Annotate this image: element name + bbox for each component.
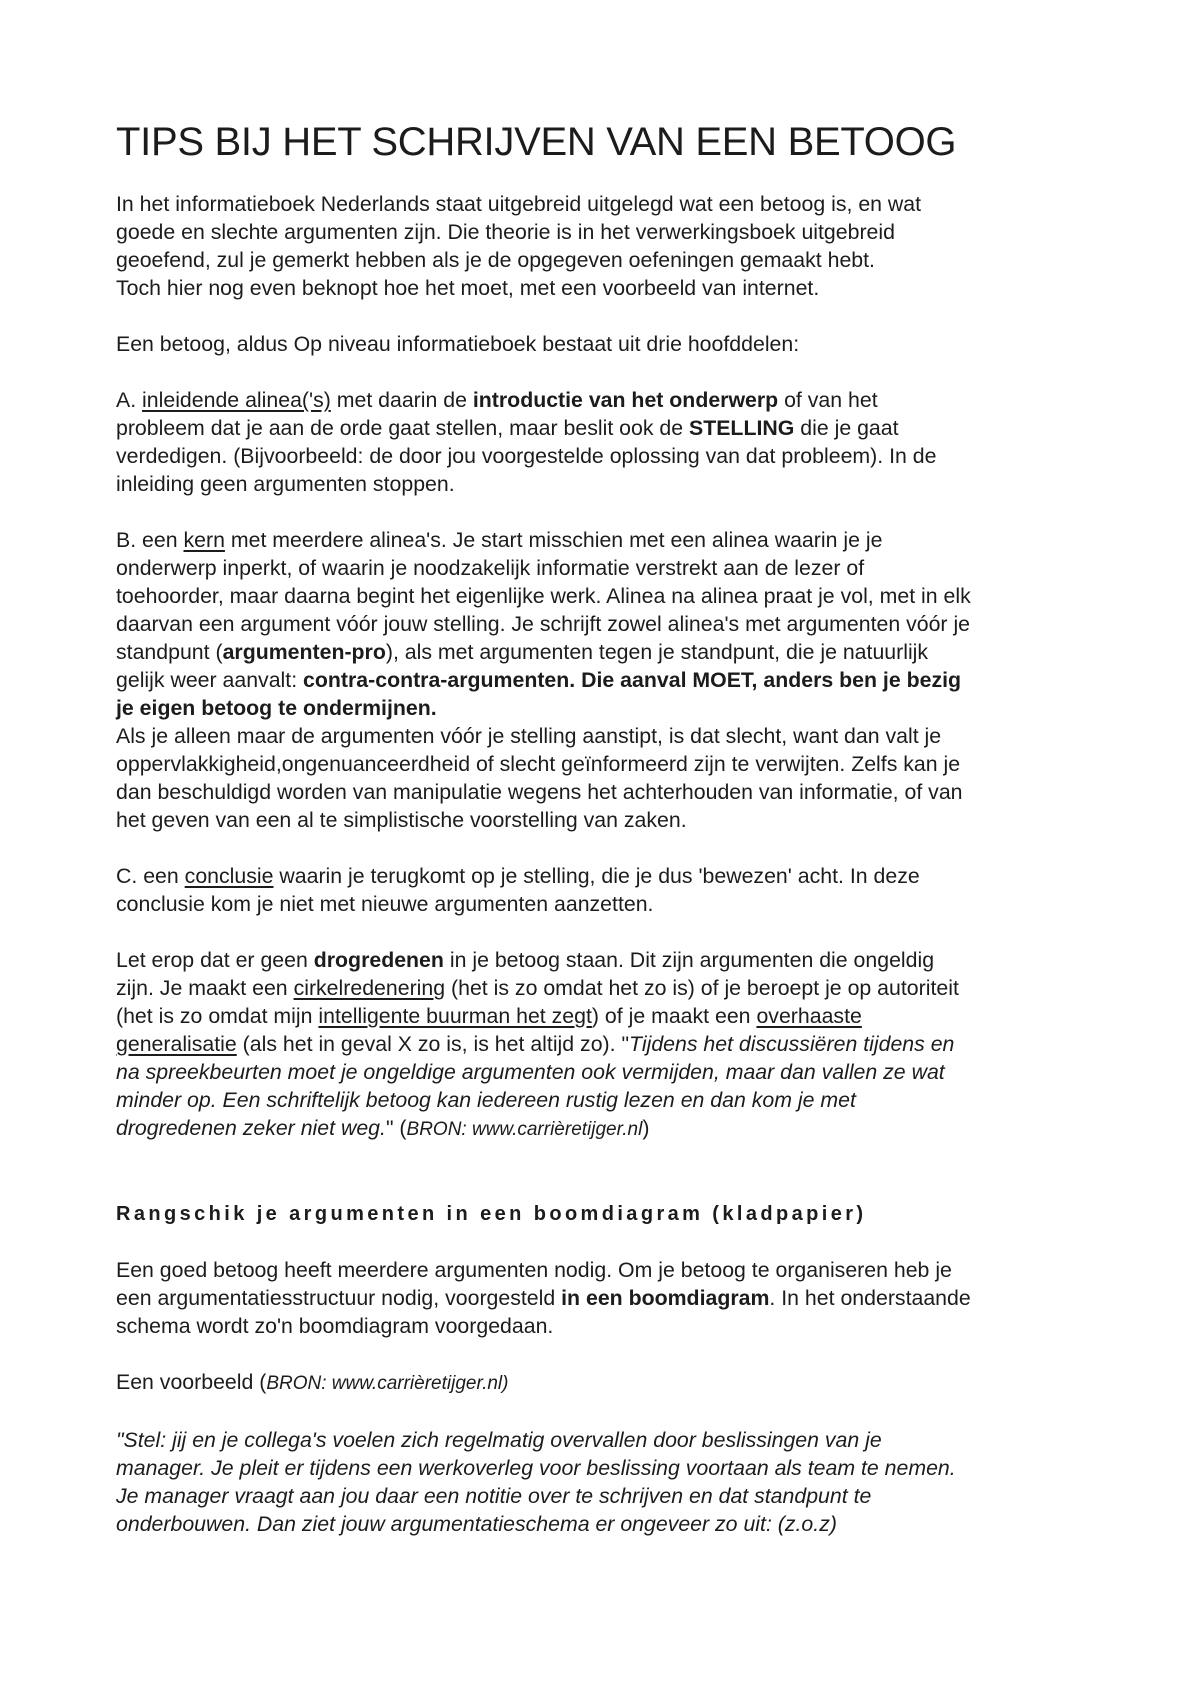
term-underlined: intelligente buurman het zegt bbox=[318, 1004, 592, 1028]
source-citation: BRON: www.carrièretijger.nl bbox=[406, 1119, 643, 1140]
text-line: C. een conclusie waarin je terugkomt op je stelling, die je dus 'bewezen' acht. In deze bbox=[116, 864, 920, 888]
fallacies-paragraph bbox=[116, 946, 1100, 1144]
text-line: Let erop dat er geen drogredenen in je betoog staan. Dit zijn argumenten die ongeldig bbox=[116, 948, 935, 972]
text-line: oppervlakkigheid,ongenuanceerdheid of slecht geïnformeerd zijn te verwijten. Zelfs kan je bbox=[116, 752, 961, 776]
text-line bbox=[116, 694, 1100, 722]
text-line: B. een kern met meerdere alinea's. Je start misschien met een alinea waarin je je bbox=[116, 528, 883, 552]
text-line: (het is zo omdat mijn intelligente buurman het zegt) of je maakt een overhaaste bbox=[116, 1004, 862, 1028]
text-line: "Stel: jij en je collega's voelen zich regelmatig overvallen door beslissingen van je bbox=[116, 1428, 882, 1452]
example-line: Een voorbeeld (BRON: www.carrièretijger.nl) bbox=[116, 1370, 509, 1394]
term-underlined: overhaaste bbox=[756, 1004, 862, 1028]
quote-text: Tijdens het discussiëren tijdens en bbox=[629, 1032, 955, 1056]
part-b-paragraph bbox=[116, 526, 1100, 834]
source-citation: BRON: www.carrièretijger.nl) bbox=[266, 1373, 509, 1394]
text-line: manager. Je pleit er tijdens een werkoverleg voor beslissing voortaan als team te nemen. bbox=[116, 1456, 956, 1480]
text-line: schema wordt zo'n boomdiagram voorgedaan. bbox=[116, 1314, 554, 1338]
term-underlined: conclusie bbox=[184, 864, 274, 888]
text-line: dan beschuldigd worden van manipulatie wegens het achterhouden van informatie, of van bbox=[116, 780, 963, 804]
text-line bbox=[116, 1086, 1100, 1114]
term-underlined: inleidende alinea('s) bbox=[142, 388, 331, 412]
term-underlined: kern bbox=[183, 528, 225, 552]
term-underlined: generalisatie bbox=[116, 1032, 237, 1056]
section-heading: Rangschik je argumenten in een boomdiagram (kladpapier) bbox=[116, 1203, 867, 1225]
text-line: goede en slechte argumenten zijn. Die theorie is in het verwerkingsboek uitgebreid bbox=[116, 220, 895, 244]
text-line: A. inleidende alinea('s) met daarin de introductie van het onderwerp of van het bbox=[116, 388, 878, 412]
bold-text: argumenten-pro bbox=[222, 640, 386, 664]
text-line: verdedigen. (Bijvoorbeeld: de door jou voorgestelde oplossing van dat probleem). In de bbox=[116, 444, 937, 468]
text-line: zijn. Je maakt een cirkelredenering (het is zo omdat het zo is) of je beroept je op autoriteit bbox=[116, 976, 959, 1000]
bold-text: in een boomdiagram bbox=[561, 1286, 770, 1310]
page-title: TIPS BIJ HET SCHRIJVEN VAN EEN BETOOG bbox=[116, 120, 957, 164]
part-c-paragraph bbox=[116, 862, 1100, 918]
bold-text: STELLING bbox=[689, 416, 795, 440]
text-line: toehoorder, maar daarna begint het eigenlijke werk. Alinea na alinea praat je vol, met in elk bbox=[116, 584, 971, 608]
bold-text: drogredenen bbox=[313, 948, 444, 972]
text-line: geoefend, zul je gemerkt hebben als je de opgegeven oefeningen gemaakt hebt. bbox=[116, 248, 875, 272]
intro-paragraph bbox=[116, 190, 1100, 302]
text-line: onderwerp inperkt, of waarin je noodzakelijk informatie verstrekt aan de lezer of bbox=[116, 556, 865, 580]
bold-text: je eigen betoog te ondermijnen. bbox=[116, 696, 437, 720]
structure-intro: Een betoog, aldus Op niveau informatieboek bestaat uit drie hoofddelen: bbox=[116, 332, 800, 356]
text-line: Je manager vraagt aan jou daar een notitie over te schrijven en dat standpunt te bbox=[116, 1484, 872, 1508]
text-line: Als je alleen maar de argumenten vóór je stelling aanstipt, is dat slecht, want dan valt je bbox=[116, 724, 942, 748]
text-line: probleem dat je aan de orde gaat stellen, maar beslit ook de STELLING die je gaat bbox=[116, 416, 899, 440]
text-line: het geven van een al te simplistische voorstelling van zaken. bbox=[116, 808, 687, 832]
text-line: een argumentatiesstructuur nodig, voorgesteld in een boomdiagram. In het onderstaande bbox=[116, 1286, 971, 1310]
quote-text: na spreekbeurten moet je ongeldige argumenten ook vermijden, maar dan vallen ze wat bbox=[116, 1060, 945, 1084]
boomdiagram-paragraph bbox=[116, 1256, 1100, 1340]
part-a-paragraph bbox=[116, 386, 1100, 498]
text-line: standpunt (argumenten-pro), als met argumenten tegen je standpunt, die je natuurlijk bbox=[116, 640, 929, 664]
text-line: generalisatie (als het in geval X zo is, is het altijd zo). "Tijdens het discussiëren tijdens en bbox=[116, 1032, 955, 1056]
term-underlined: cirkelredenering bbox=[293, 976, 446, 1000]
text-line: daarvan een argument vóór jouw stelling. Je schrijft zowel alinea's met argumenten vóór je bbox=[116, 612, 971, 636]
quote-text: minder op. Een schriftelijk betoog kan iedereen rustig lezen en dan kom je met bbox=[116, 1088, 856, 1112]
example-quote bbox=[116, 1426, 1100, 1538]
bold-text: contra-contra-argumenten. Die aanval MOET, anders ben je bezig bbox=[303, 668, 962, 692]
text-line: inleiding geen argumenten stoppen. bbox=[116, 472, 455, 496]
text-line: Toch hier nog even beknopt hoe het moet, met een voorbeeld van internet. bbox=[116, 276, 820, 300]
text-line: gelijk weer aanvalt: contra-contra-argumenten. Die aanval MOET, anders ben je bezig bbox=[116, 668, 962, 692]
text-line bbox=[116, 1058, 1100, 1086]
text-line: conclusie kom je niet met nieuwe argumenten aanzetten. bbox=[116, 892, 654, 916]
text-line: drogredenen zeker niet weg." (BRON: www.carrièretijger.nl) bbox=[116, 1116, 650, 1140]
text-line: onderbouwen. Dan ziet jouw argumentatieschema er ongeveer zo uit: (z.o.z) bbox=[116, 1512, 837, 1536]
bold-text: introductie van het onderwerp bbox=[472, 388, 779, 412]
text-line: In het informatieboek Nederlands staat uitgebreid uitgelegd wat een betoog is, en wat bbox=[116, 192, 922, 216]
quote-text: drogredenen zeker niet weg. bbox=[116, 1116, 386, 1140]
text-line: Een goed betoog heeft meerdere argumenten nodig. Om je betoog te organiseren heb je bbox=[116, 1258, 952, 1282]
